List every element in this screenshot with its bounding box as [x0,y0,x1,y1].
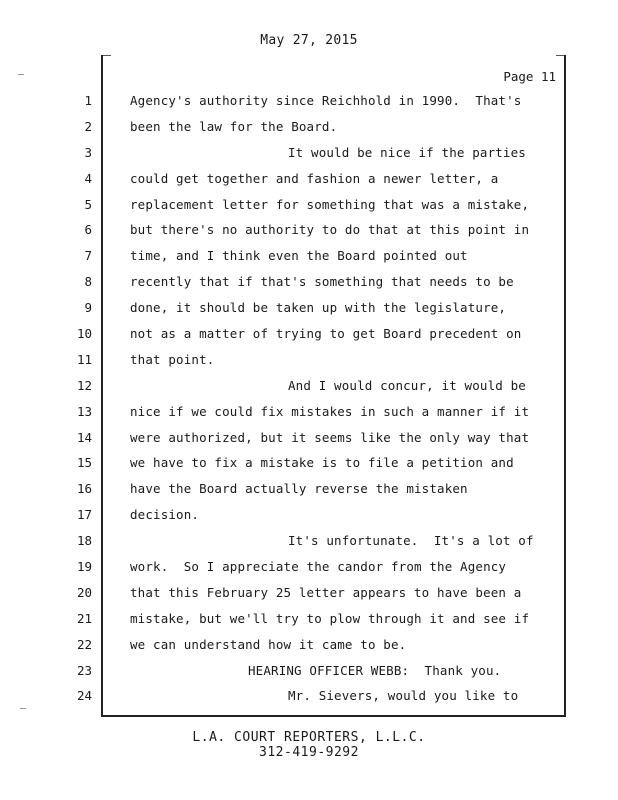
transcript-line: And I would concur, it would be [288,377,526,393]
transcript-line: could get together and fashion a newer letter, a [130,170,499,186]
scan-mark [20,708,26,709]
footer-phone: 312-419-9292 [259,745,359,760]
line-number-column [72,91,92,712]
transcript-line: Mr. Sievers, would you like to [288,688,519,704]
transcript-line: decision. [130,507,200,523]
transcript-line: Agency's authority since Reichhold in 1990. That's [130,93,522,108]
line-number: 3 [84,144,92,160]
line-number: 14 [76,429,92,445]
transcript-line: were authorized, but it seems like the only way that [130,429,530,445]
page-number: Page 11 [503,69,556,84]
transcript-line: been the law for the Board. [130,118,338,134]
transcript-line: that point. [130,351,215,367]
footer [0,730,618,760]
transcript-line: replacement letter for something that was a mistake, [130,196,530,212]
line-number: 18 [76,533,92,549]
transcript-line: not as a matter of trying to get Board precedent on [130,326,522,342]
transcript-line: nice if we could fix mistakes in such a manner if it [130,403,530,419]
line-number: 16 [76,481,92,497]
transcript-line: done, it should be taken up with the legislature, [130,300,507,316]
line-number: 12 [76,377,92,393]
footer-company: L.A. COURT REPORTERS, L.L.C. [192,730,426,745]
line-number: 23 [76,662,92,678]
line-number: 2 [84,118,92,134]
line-number: 22 [76,636,92,652]
line-number: 24 [76,688,92,704]
line-number: 17 [76,507,92,523]
line-number: 10 [76,326,92,342]
transcript-line: but there's no authority to do that at this point in [130,222,530,238]
line-number: 19 [76,559,92,575]
transcript-line: It would be nice if the parties [288,144,526,160]
transcript-line: recently that if that's something that needs to be [130,274,514,290]
transcript-line: we have to fix a mistake is to file a petition and [130,455,514,471]
scan-mark [18,74,24,75]
line-number: 13 [76,403,92,419]
line-number: 9 [84,300,92,316]
transcript-text [130,91,550,712]
line-number: 4 [84,170,92,186]
transcript-line: It's unfortunate. It's a lot of [288,533,534,549]
transcript-line: have the Board actually reverse the mistaken [130,481,468,497]
line-number: 1 [84,93,92,108]
transcript-line: time, and I think even the Board pointed out [130,248,468,264]
transcript-line: HEARING OFFICER WEBB: Thank you. [248,662,502,678]
line-number: 21 [76,610,92,626]
header-date: May 27, 2015 [260,33,358,48]
transcript-line: that this February 25 letter appears to have been a [130,584,522,600]
line-number: 5 [84,196,92,212]
transcript-line: mistake, but we'll try to plow through it and see if [130,610,530,626]
line-number: 7 [84,248,92,264]
line-number: 20 [76,584,92,600]
line-number: 11 [76,351,92,367]
transcript-line: work. So I appreciate the candor from the Agency [130,559,507,575]
transcript-line: we can understand how it came to be. [130,636,407,652]
line-number: 15 [76,455,92,471]
line-number: 6 [84,222,92,238]
line-number: 8 [84,274,92,290]
